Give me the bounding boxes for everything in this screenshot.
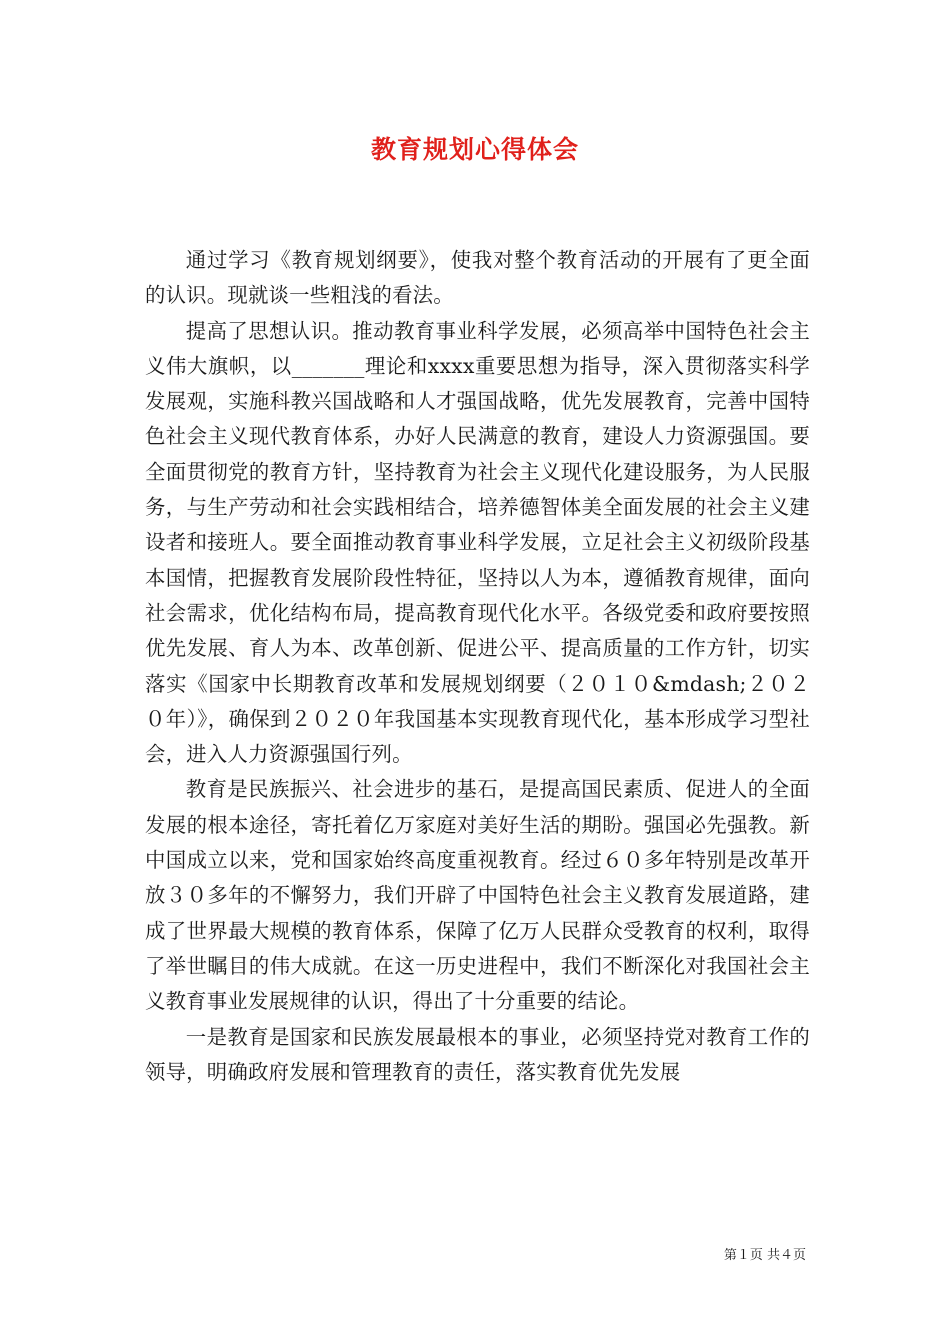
paragraph-intro: 通过学习《教育规划纲要》，使我对整个教育活动的开展有了更全面的认识。现就谈一些粗浅的看法。: [145, 248, 810, 308]
page-number-footer: 第１页 共４页: [723, 1248, 806, 1263]
paragraph-first-point: 一是教育是国家和民族发展最根本的事业，必须坚持党对教育工作的领导，明确政府发展和管理教育的责任，落实教育优先发展: [145, 1024, 810, 1084]
document-body: [145, 243, 810, 1090]
paragraph-thinking: 提高了思想认识。推动教育事业科学发展，必须高举中国特色社会主义伟大旗帜，以_______理论和xxxx重要思想为指导，深入贯彻落实科学发展观，实施科教兴国战略和人才强国战略，优先发展教育，完善中国特色社会主义现代教育体系，办好人民满意的教育，建设人力资源强国。要全面贯彻党的教育方针，坚持教育为社会主义现代化建设服务，为人民服务，与生产劳动和社会实践相结合，培养德智体美全面发展的社会主义建设者和接班人。要全面推动教育事业科学发展，立足社会主义初级阶段基本国情，把握教育发展阶段性特征，坚持以人为本，遵循教育规律，面向社会需求，优化结构布局，提高教育现代化水平。各级党委和政府要按照优先发展、育人为本、改革创新、促进公平、提高质量的工作方针，切实落实《国家中长期教育改革和发展规划纲要（２０１０&mdash;２０２０年）》，确保到２０２０年我国基本实现教育现代化，基本形成学习型社会，进入人力资源强国行列。: [145, 318, 810, 767]
paragraph-foundation: 教育是民族振兴、社会进步的基石，是提高国民素质、促进人的全面发展的根本途径，寄托着亿万家庭对美好生活的期盼。强国必先强教。新中国成立以来，党和国家始终高度重视教育。经过６０多年特别是改革开放３０多年的不懈努力，我们开辟了中国特色社会主义教育发展道路，建成了世界最大规模的教育体系，保障了亿万人民群众受教育的权利，取得了举世瞩目的伟大成就。在这一历史进程中，我们不断深化对我国社会主义教育事业发展规律的认识，得出了十分重要的结论。: [145, 777, 810, 1014]
document-title: 教育规划心得体会: [370, 135, 579, 164]
